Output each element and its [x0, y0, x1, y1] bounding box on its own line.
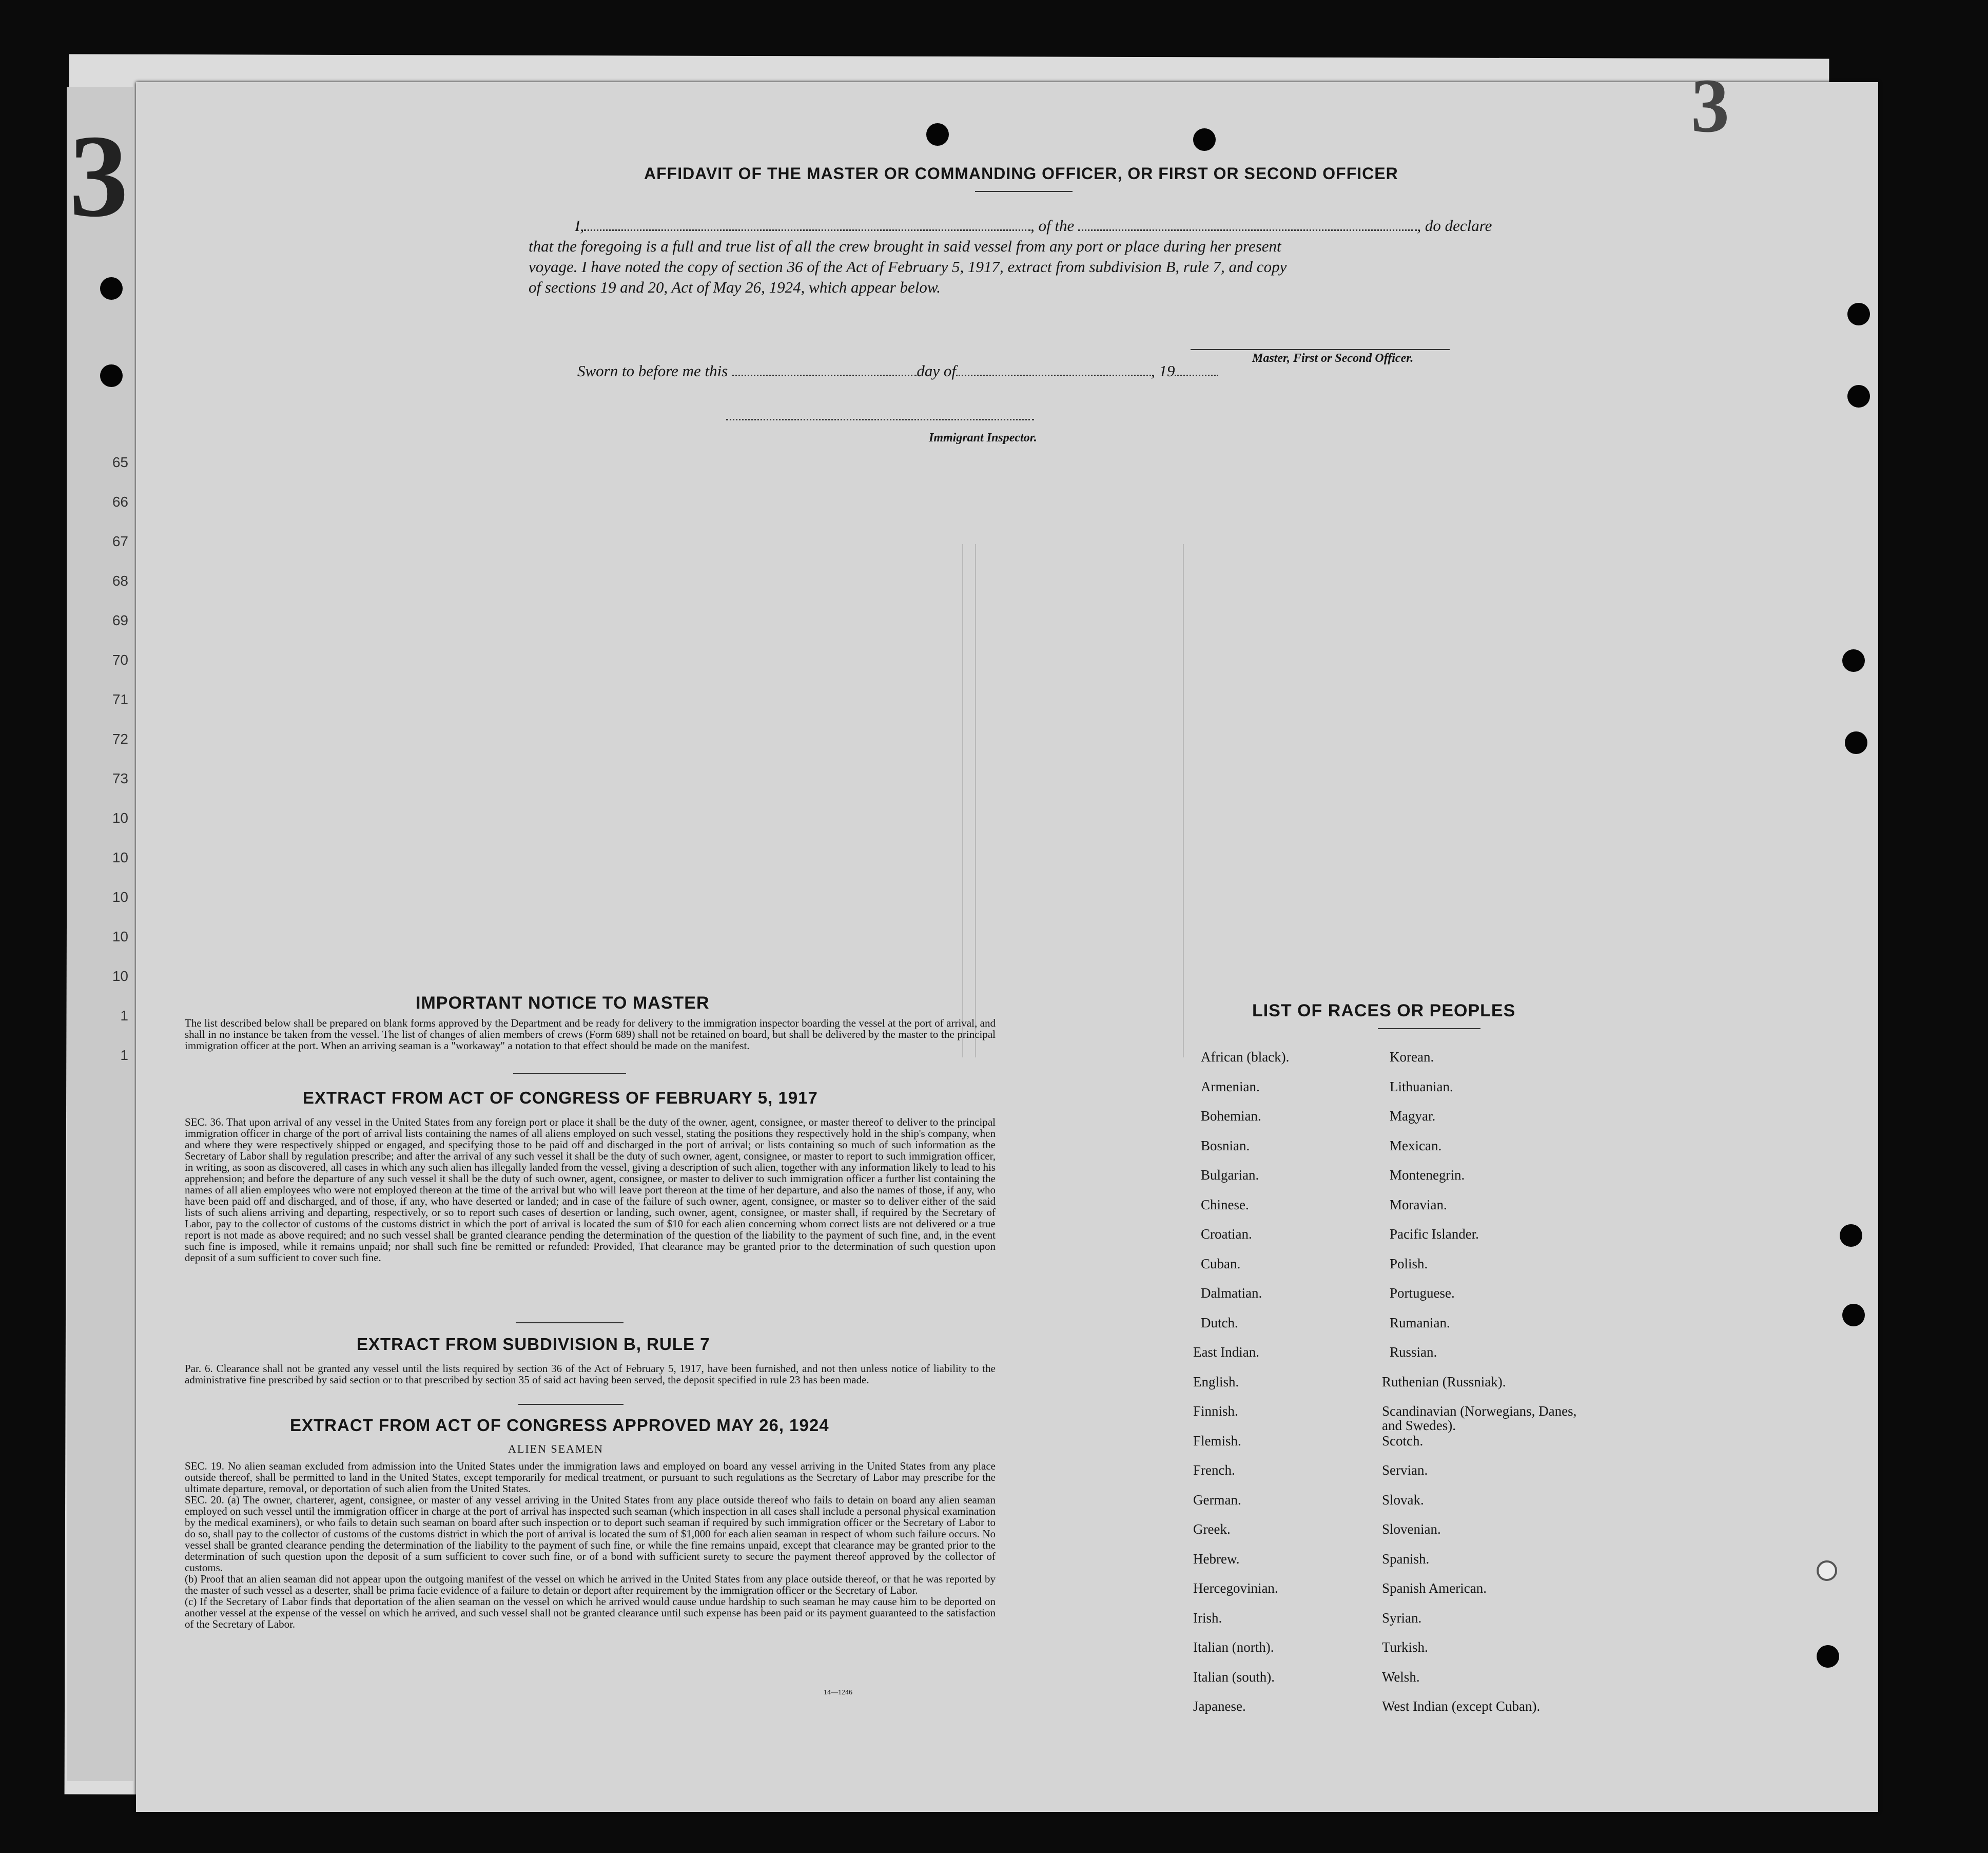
margin-row-number: 66 — [112, 494, 128, 510]
punch-hole — [1847, 303, 1870, 325]
race-item: English. — [1193, 1374, 1239, 1389]
race-item: Bosnian. — [1201, 1137, 1250, 1153]
divider — [518, 1404, 623, 1405]
punch-hole — [1842, 1304, 1865, 1326]
margin-row-number: 10 — [112, 810, 128, 826]
vessel-blank[interactable] — [1078, 229, 1417, 231]
margin-row-number: 10 — [112, 850, 128, 865]
race-item: Ruthenian (Russniak). — [1382, 1374, 1506, 1389]
extract-1917-title: EXTRACT FROM ACT OF CONGRESS OF FEBRUARY 5, 1917 — [303, 1088, 818, 1107]
race-item: Irish. — [1193, 1610, 1222, 1626]
race-item: Polish. — [1390, 1256, 1428, 1271]
race-item: Welsh. — [1382, 1669, 1420, 1685]
page-number-right: 3 — [1691, 63, 1729, 148]
affidavit-body — [529, 216, 1658, 298]
margin-row-number: 1 — [120, 1047, 128, 1063]
race-item: Hebrew. — [1193, 1551, 1240, 1567]
race-item: Flemish. — [1193, 1433, 1241, 1449]
punch-hole — [1840, 1224, 1862, 1247]
extract-1917-body: SEC. 36. That upon arrival of any vessel in the United States from any foreign port or place it shall be the duty of the owner, agent, consignee, or master thereof to deliver to the principal immigration officer in charge of the port of arrival lists containing the names of all aliens employed on such vessel, stating the positions they respectively hold in the ship's company, when and where they were respectively shipped or engaged, and specifying those to be paid off and discharged in the port of arrival; or lists containing so much of such information as the Secretary of Labor shall by regulation prescribe; and after the arrival of any such vessel it shall be the duty of such owner, agent, consignee, or master to report to such immigration officer, in writing, as soon as discovered, all cases in which any such alien has illegally landed from the vessel, giving a description of such alien, together with any information likely to lead to his apprehension; and before the departure of any such vessel it shall be the duty of such owner, agent, consignee, or master to deliver to such immigration officer a further list containing the names of all alien employees who were not employed thereon at the time of the arrival but who will leave port thereon at the time of her departure, and also the names of those, if any, who have been paid off and discharged, and of those, if any, who have deserted or landed; and in case of the failure of such owner, agent, consignee, or master so to deliver either of the said lists of such aliens arriving and departing, respectively, or so to report such cases of desertion or landing, such owner, agent, consignee, or master shall, if required by the Secretary of Labor, pay to the collector of customs of the customs district in which the port of arrival is located the sum of $10 for each alien concerning whom correct lists are not delivered or a true report is not made as above required; and no such vessel shall be granted clearance pending the determination of the question of the liability to the payment of such fine, and, in the event such fine is imposed, while it remains unpaid; nor shall such fine be remitted or refunded: Provided, That clearance may be granted prior to the determination of such question upon deposit of a sum sufficient to cover such fine. — [185, 1116, 996, 1264]
race-item: Croatian. — [1201, 1226, 1252, 1242]
race-item: German. — [1193, 1492, 1241, 1508]
sworn-line — [577, 362, 1218, 380]
faint-column-line — [962, 544, 963, 1057]
margin-row-number: 1 — [120, 1008, 128, 1024]
race-item: Finnish. — [1193, 1403, 1238, 1419]
race-item: Greek. — [1193, 1521, 1231, 1537]
race-item: Slovenian. — [1382, 1521, 1441, 1537]
race-item: Cuban. — [1201, 1256, 1241, 1271]
affidavit-line-3: voyage. I have noted the copy of section 36 of the Act of February 5, 1917, extract from subdivision B, rule 7, and copy — [529, 258, 1287, 276]
inspector-signature-line[interactable] — [726, 419, 1034, 420]
affidavit-line-1 — [529, 216, 1658, 236]
form-number: 14—1246 — [824, 1689, 852, 1696]
sec-19: SEC. 19. No alien seaman excluded from admission into the United States under the immigration laws and employed on board any vessel arriving in the United States from any place outside thereof, shall be permitted to land in the United States, except temporarily for medical treatment, or pursuant to such regulations as the Secretary of Labor may prescribe for the ultimate departure, removal, or deportation of such alien from the United States. — [185, 1460, 996, 1495]
race-item: Portuguese. — [1390, 1285, 1455, 1301]
race-item: Japanese. — [1193, 1698, 1246, 1714]
extract-1924-title: EXTRACT FROM ACT OF CONGRESS APPROVED MAY 26, 1924 — [290, 1416, 829, 1435]
race-item: Bulgarian. — [1201, 1167, 1259, 1183]
punch-hole — [1817, 1645, 1839, 1668]
extract-1924-body — [185, 1460, 996, 1630]
name-blank[interactable] — [584, 229, 1030, 231]
race-item: Lithuanian. — [1390, 1078, 1453, 1094]
day-of-label: day of — [917, 362, 956, 380]
margin-row-number: 10 — [112, 968, 128, 984]
race-item: Dalmatian. — [1201, 1285, 1262, 1301]
divider — [513, 1073, 626, 1074]
race-item: West Indian (except Cuban). — [1382, 1698, 1541, 1714]
faint-column-line — [1183, 544, 1184, 1057]
notice-title: IMPORTANT NOTICE TO MASTER — [416, 993, 710, 1013]
sworn-label: Sworn to before me this — [577, 362, 728, 380]
page-number-left: 3 — [69, 110, 128, 241]
extract-rule7-title: EXTRACT FROM SUBDIVISION B, RULE 7 — [357, 1335, 710, 1354]
punch-hole — [100, 364, 123, 387]
punch-hole — [1845, 731, 1867, 754]
race-item: Mexican. — [1390, 1137, 1442, 1153]
race-item: Montenegrin. — [1390, 1167, 1465, 1183]
race-item: Italian (south). — [1193, 1669, 1275, 1685]
sec-20b: (b) Proof that an alien seaman did not appear upon the outgoing manifest of the vessel on which he arrived in the United States from any place outside thereof, or that he was reported by the master of such vessel as a deserter, shall be prima facie evidence of a failure to detain or deport after requirement by the immigration officer or the Secretary of Labor. — [185, 1573, 996, 1596]
race-item: Spanish American. — [1382, 1580, 1487, 1596]
punch-hole — [1842, 649, 1865, 672]
master-signature-label: Master, First or Second Officer. — [1252, 352, 1414, 365]
race-item: Servian. — [1382, 1462, 1428, 1478]
master-signature-line[interactable] — [1191, 349, 1450, 350]
margin-row-number: 10 — [112, 889, 128, 905]
affidavit-i: I, — [575, 217, 584, 235]
race-item: Syrian. — [1382, 1610, 1422, 1626]
margin-row-number: 10 — [112, 929, 128, 944]
race-item: Bohemian. — [1201, 1108, 1261, 1124]
alien-seamen-subtitle: ALIEN SEAMEN — [508, 1442, 603, 1455]
margin-row-number: 69 — [112, 612, 128, 628]
race-item: Spanish. — [1382, 1551, 1430, 1567]
race-item: African (black). — [1201, 1049, 1290, 1065]
races-left-column — [1193, 1050, 1378, 1729]
extract-rule7-body: Par. 6. Clearance shall not be granted any vessel until the lists required by section 36 of the Act of February 5, 1917, have been furnished, and not then unless notice of liability to the administrative fine prescribed by said section or to that prescribed by section 35 of said act having been served, the deposit specified in rule 23 has been made. — [185, 1362, 996, 1386]
margin-row-number: 65 — [112, 454, 128, 470]
race-item: Dutch. — [1201, 1315, 1238, 1330]
race-item: Slovak. — [1382, 1492, 1424, 1508]
sworn-year-blank[interactable] — [1175, 375, 1218, 376]
margin-row-number: 73 — [112, 770, 128, 786]
races-title: LIST OF RACES OR PEOPLES — [1252, 1001, 1516, 1020]
affidavit-title: AFFIDAVIT OF THE MASTER OR COMMANDING OFFICER, OR FIRST OR SECOND OFFICER — [644, 164, 1398, 183]
race-item: Hercegovinian. — [1193, 1580, 1278, 1596]
race-item: Korean. — [1390, 1049, 1434, 1065]
document-page — [136, 63, 1878, 1812]
race-item: Russian. — [1390, 1344, 1437, 1360]
race-item: Rumanian. — [1390, 1315, 1450, 1330]
punch-hole — [1193, 128, 1216, 151]
race-item: Pacific Islander. — [1390, 1226, 1479, 1242]
margin-row-number: 70 — [112, 652, 128, 668]
race-item: French. — [1193, 1462, 1235, 1478]
race-item: Moravian. — [1390, 1196, 1447, 1212]
punch-hole — [1847, 385, 1870, 408]
punch-hole-ring — [1817, 1560, 1837, 1581]
race-item: Scandinavian (Norwegians, Danes, and Swedes). — [1382, 1403, 1577, 1433]
race-item: Italian (north). — [1193, 1639, 1274, 1655]
divider — [516, 1322, 623, 1323]
margin-row-number: 72 — [112, 731, 128, 747]
punch-hole — [100, 277, 123, 300]
affidavit-line-2: that the foregoing is a full and true list of all the crew brought in said vessel from any port or place during her present — [529, 237, 1281, 255]
race-item: Armenian. — [1201, 1078, 1260, 1094]
affidavit-of-the: , of the — [1030, 217, 1075, 235]
race-item: East Indian. — [1193, 1344, 1259, 1360]
affidavit-line-4: of sections 19 and 20, Act of May 26, 1924, which appear below. — [529, 278, 941, 296]
notice-body: The list described below shall be prepared on blank forms approved by the Department and be ready for delivery to the immigration inspector boarding the vessel at the port of arrival, and shall in no instance be taken from the vessel. The list of changes of alien members of crews (Form 689) shall not be retained on board, but shall be delivered by the master to the principal immigration officer at the port. When an arriving seaman is a "workaway" a notation to that effect should be made on the manifest. — [185, 1017, 996, 1052]
divider — [1378, 1028, 1480, 1029]
punch-hole — [926, 123, 949, 146]
race-item: Magyar. — [1390, 1108, 1436, 1124]
faint-column-line — [975, 544, 976, 1057]
races-right-column — [1382, 1050, 1597, 1729]
race-item: Turkish. — [1382, 1639, 1428, 1655]
sec-20a: SEC. 20. (a) The owner, charterer, agent, consignee, or master of any vessel arriving in the United States from any place outside thereof who fails to detain on board any alien seaman employed on such vessel until the immigration officer in charge at the port of arrival has inspected such seaman (which inspection in all cases shall include a personal physical examination by the medical examiners), or who fails to detain such seaman on board after such inspection or to deport such seaman if required by such immigration officer or the Secretary of Labor to do so, shall pay to the collector of customs of the customs district in which the port of arrival is located the sum of $1,000 for each alien seaman in respect of whom such failure occurs. No vessel shall be granted clearance pending the determination of the liability to the payment of such fine, or while the fine remains unpaid, except that clearance may be granted prior to the determination of such question upon the deposit of a sum sufficient to cover such fine, or of a bond with sufficient surety to secure the payment thereof approved by the collector of customs. — [185, 1494, 996, 1574]
race-item: Scotch. — [1382, 1433, 1424, 1449]
margin-row-number: 71 — [112, 691, 128, 707]
margin-row-number: 68 — [112, 573, 128, 589]
margin-row-number: 67 — [112, 533, 128, 549]
race-item: Chinese. — [1201, 1196, 1249, 1212]
sworn-day-blank[interactable] — [732, 375, 917, 376]
sworn-month-blank[interactable] — [956, 375, 1151, 376]
inspector-signature-label: Immigrant Inspector. — [929, 431, 1037, 445]
affidavit-declare: , do declare — [1417, 217, 1492, 235]
year-label: , 19 — [1151, 362, 1175, 380]
sec-20c: (c) If the Secretary of Labor finds that deportation of the alien seaman on the vessel on which he arrived would cause undue hardship to such seaman he may cause him to be deported on another vessel at the expense of the vessel on which he arrived, and such vessel shall not be granted clearance until such expense has been paid or its payment guaranteed to the satisfaction of the Secretary of Labor. — [185, 1595, 996, 1630]
divider — [975, 191, 1073, 192]
